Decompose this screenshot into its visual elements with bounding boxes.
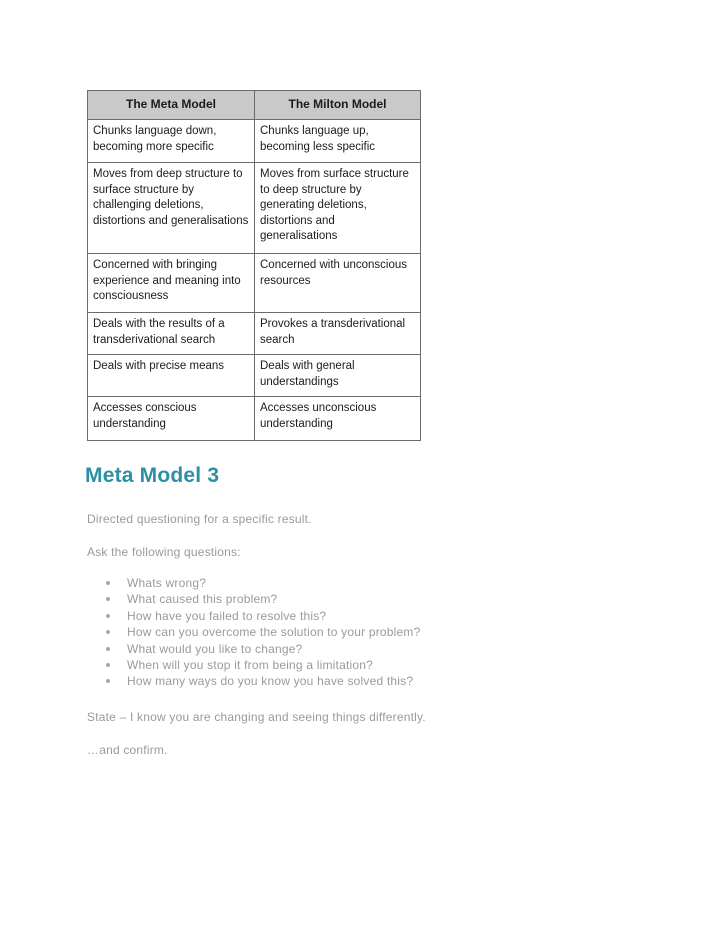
- list-item: [87, 575, 507, 591]
- table-cell: Accesses conscious understanding: [88, 397, 255, 441]
- state-paragraph: State – I know you are changing and seeing things differently.: [87, 710, 426, 724]
- bullet-icon: [106, 630, 110, 634]
- bullet-icon: [106, 581, 110, 585]
- table-row: [88, 397, 421, 441]
- bullet-icon: [106, 597, 110, 601]
- header-meta-model: The Meta Model: [88, 91, 255, 120]
- table-cell: Provokes a transderivational search: [255, 313, 421, 355]
- table-cell: Deals with general understandings: [255, 355, 421, 397]
- list-item: [87, 624, 507, 640]
- table-cell: Chunks language down, becoming more specific: [88, 120, 255, 163]
- question-list: [87, 575, 507, 690]
- list-item: [87, 673, 507, 689]
- table-row: [88, 120, 421, 163]
- bullet-icon: [106, 679, 110, 683]
- question-text: What would you like to change?: [127, 641, 303, 656]
- question-text: How have you failed to resolve this?: [127, 608, 327, 623]
- table-cell: Moves from deep structure to surface structure by challenging deletions, distortions and generalisations: [88, 163, 255, 254]
- table-header-row: [88, 91, 421, 120]
- header-milton-model: The Milton Model: [255, 91, 421, 120]
- question-text: What caused this problem?: [127, 592, 278, 607]
- section-title: Meta Model 3: [85, 464, 220, 487]
- table-row: [88, 254, 421, 313]
- table-row: [88, 313, 421, 355]
- bullet-icon: [106, 614, 110, 618]
- question-text: How many ways do you know you have solved this?: [127, 674, 414, 689]
- table-row: [88, 163, 421, 254]
- table-cell: Moves from surface structure to deep structure by generating deletions, distortions and generalisations: [255, 163, 421, 254]
- table-cell: Concerned with unconscious resources: [255, 254, 421, 313]
- intro-paragraph: Directed questioning for a specific result.: [87, 512, 312, 526]
- comparison-table: [87, 90, 421, 441]
- list-item: [87, 591, 507, 607]
- list-item: [87, 641, 507, 657]
- table-cell: Deals with the results of a transderivational search: [88, 313, 255, 355]
- bullet-icon: [106, 647, 110, 651]
- list-item: [87, 608, 507, 624]
- table-cell: Concerned with bringing experience and meaning into consciousness: [88, 254, 255, 313]
- table-cell: Chunks language up, becoming less specific: [255, 120, 421, 163]
- question-text: When will you stop it from being a limitation?: [127, 657, 373, 672]
- list-item: [87, 657, 507, 673]
- confirm-paragraph: …and confirm.: [87, 743, 168, 757]
- question-text: How can you overcome the solution to your problem?: [127, 625, 421, 640]
- table-cell: Deals with precise means: [88, 355, 255, 397]
- lead-paragraph: Ask the following questions:: [87, 545, 241, 559]
- table-row: [88, 355, 421, 397]
- question-text: Whats wrong?: [127, 576, 207, 590]
- bullet-icon: [106, 663, 110, 667]
- table-cell: Accesses unconscious understanding: [255, 397, 421, 441]
